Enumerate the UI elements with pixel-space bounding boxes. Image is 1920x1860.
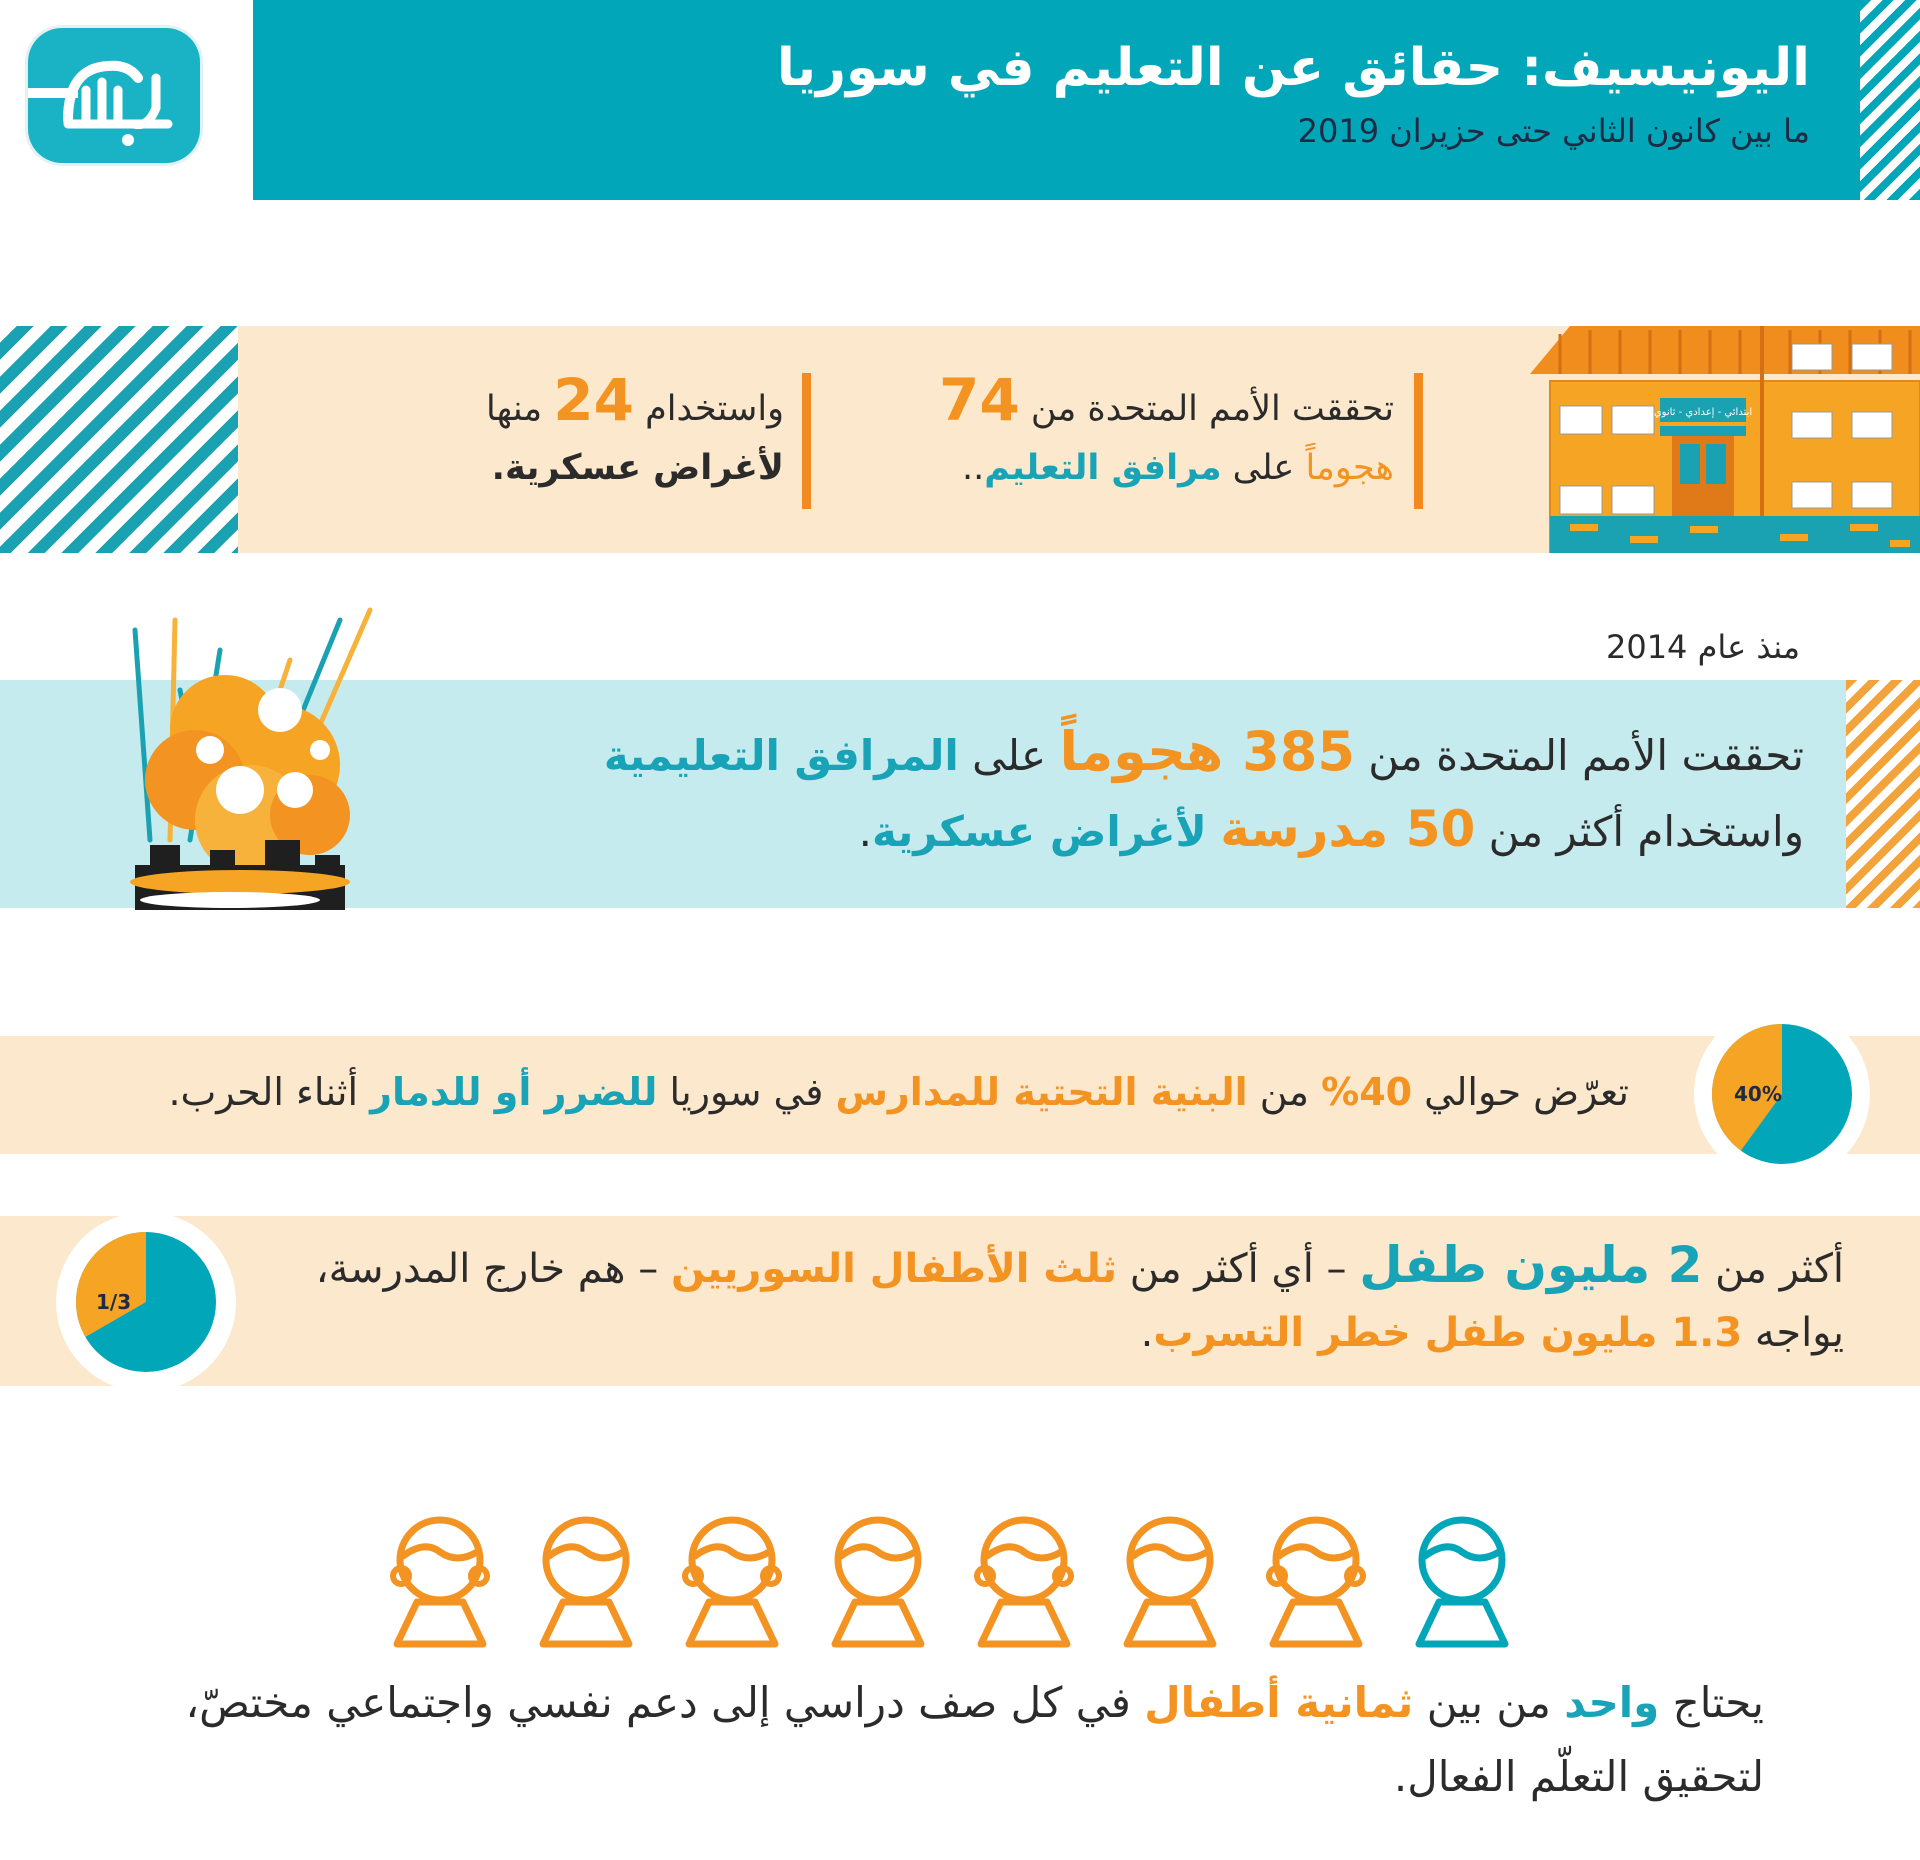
brand-logo-icon[interactable] bbox=[28, 28, 200, 163]
header-banner bbox=[253, 0, 1860, 200]
explosion-icon bbox=[80, 600, 440, 930]
pie-chart-third bbox=[56, 1212, 236, 1392]
boy-figure-icon bbox=[823, 1510, 933, 1650]
divider-bar bbox=[802, 373, 811, 509]
girl-figure-icon bbox=[385, 1510, 495, 1650]
svg-text:ابتدائي - إعدادي - ثانوي: ابتدائي - إعدادي - ثانوي bbox=[1653, 407, 1753, 418]
boy-figure-icon bbox=[1407, 1510, 1517, 1650]
fact2-number: 24 bbox=[553, 366, 634, 434]
girl-figure-icon bbox=[677, 1510, 787, 1650]
fact1-line1: تحققت الأمم المتحدة من 74 bbox=[939, 366, 1394, 434]
boy-figure-icon bbox=[1115, 1510, 1225, 1650]
girl-figure-icon bbox=[1261, 1510, 1371, 1650]
infrastructure-text: تعرّض حوالي 40% من البنية التحتية للمدارس في سوريا للضرر أو للدمار أثناء الحرب. bbox=[168, 1070, 1629, 1114]
fact2-line1: واستخدام 24 منها bbox=[486, 366, 784, 434]
pie-label: 1/3 bbox=[96, 1290, 132, 1314]
girl-figure-icon bbox=[969, 1510, 1079, 1650]
page-title: اليونيسيف: حقائق عن التعليم في سوريا bbox=[777, 38, 1810, 98]
out-of-school-line1: أكثر من 2 مليون طفل – أي أكثر من ثلث الأطفال السوريين – هم خارج المدرسة، bbox=[315, 1236, 1844, 1294]
divider-bar bbox=[1414, 373, 1423, 509]
out-of-school-line2: يواجه 1.3 مليون طفل خطر التسرب. bbox=[1140, 1310, 1844, 1356]
fact1-line2: هجوماً على مرافق التعليم.. bbox=[961, 448, 1394, 488]
page-subtitle: ما بين كانون الثاني حتى حزيران 2019 bbox=[1297, 112, 1810, 150]
children-figures bbox=[385, 1510, 1515, 1650]
since-2014-line1: تحققت الأمم المتحدة من 385 هجوماً على المرافق التعليمية bbox=[603, 720, 1804, 783]
fact1-number: 74 bbox=[939, 366, 1020, 434]
fact2-line2: لأغراض عسكرية. bbox=[491, 448, 784, 488]
decorative-stripes bbox=[0, 326, 238, 553]
pie-chart-40 bbox=[1694, 1006, 1870, 1182]
boy-figure-icon bbox=[531, 1510, 641, 1650]
decorative-stripes bbox=[1846, 680, 1920, 908]
header-stripes bbox=[1860, 0, 1920, 200]
since-label: منذ عام 2014 bbox=[1605, 628, 1800, 666]
pie-label: 40% bbox=[1734, 1082, 1782, 1106]
psychosocial-line1: يحتاج واحد من بين ثمانية أطفال في كل صف دراسي إلى دعم نفسي واجتماعي مختصّ، bbox=[185, 1678, 1764, 1727]
psychosocial-line2: لتحقيق التعلّم الفعال. bbox=[1393, 1752, 1764, 1801]
school-building-icon bbox=[1530, 326, 1920, 553]
since-2014-line2: واستخدام أكثر من 50 مدرسة لأغراض عسكرية. bbox=[858, 800, 1804, 858]
